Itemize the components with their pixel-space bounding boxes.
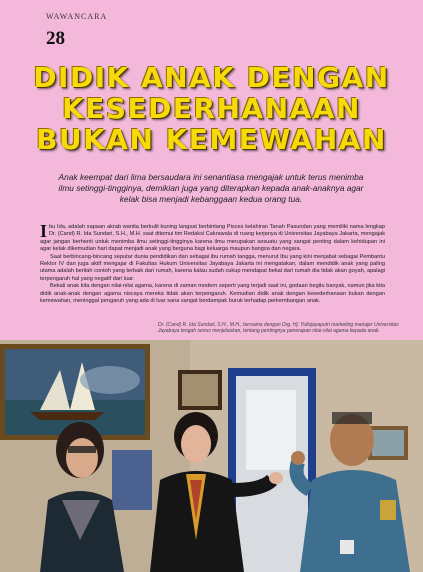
page-number: 28 xyxy=(46,28,65,49)
section-label: WAWANCARA xyxy=(46,12,108,21)
article-body xyxy=(40,221,385,305)
headline-line-1: DIDIK ANAK DENGAN xyxy=(33,61,390,94)
photo-illustration xyxy=(0,340,423,572)
article-paragraph-1 xyxy=(40,221,385,254)
article-paragraph-2: Saat berbincang-bincang seputar dunia pendidikan dan sebagai ibu rumah tangga, menurut Ibu yang kini menjabat sebagai Pembantu Rektor IV dan juga aktif mengajar di Fakultas Hukum Universitas Jayabaya Jakarta ini mengatakan, dalam mendidik anak yang paling utama adalah berilah contoh yang terbaik dari rumah, karena kalau sudah cukup mendapat bekal dari rumah dia tidak akan goyah, apalagi terpengaruh hal yang negatif dari luar. xyxy=(40,253,385,282)
dropcap: I xyxy=(40,221,48,241)
article-paragraph-3: Bekali anak kita dengan nilai-nilai agama, karena di zaman modern seperti yang terjadi saat ini, godaan begitu banyak, namun jika kita didik anak-anak dengan agama niscaya mereka tidak akan terpengaruh. Kemudian didik anak dengan kesederhanaan bukan dengan kemewahan, meninggal pengaruh yang ada di luar sana sangat berdampak buruk terhadap perkembangan anak. xyxy=(40,283,385,305)
headline-line-2: KESEDERHANAAN xyxy=(62,92,361,125)
lead-paragraph: Anak keempat dari lima bersaudara ini senantiasa mengajak untuk terus menimba ilmu setinggi-tingginya, demikian juga yang diterapkan kepada anak-anaknya agar kelak bisa menjadi kebanggaan kedua orang tua. xyxy=(58,172,364,204)
photo-caption: Dr. (Cand) R. Ida Sundari, S.H., M.H., bersama dengan Drg. Hj. Yulisjayaputri marketing manajer Universitas Jayabaya tengah serius menjelaskan, tentang pentingnya penerapan nilai-nilai agama kepada anak. xyxy=(158,322,399,335)
headline-line-3: BUKAN KEMEWAHAN xyxy=(36,123,387,156)
article-photo xyxy=(0,340,423,572)
paragraph-1-text: bu Ida, adalah sapaan akrab wanita berkulit kuning langsat berbintang Pisces kelahiran Tanah Pasundan yang memiliki nama lengkap Dr. (Cand) R. Ida Sundari, S.H., M.H. saat ditemui tim Redaksi Cakrawala di ruang kerjanya di Universitas Jayabaya Jakarta, mengajak agar jangan berhenti untuk menimba ilmu setinggi-tingginya karena ilmu merupakan sesuatu yang sangat penting dalam kehidupan ini agar kelak dikemudian hari dapat menjadi anak yang berguna bagi keluarga maupun bangsa dan negara. xyxy=(40,224,385,253)
headline xyxy=(0,62,423,155)
